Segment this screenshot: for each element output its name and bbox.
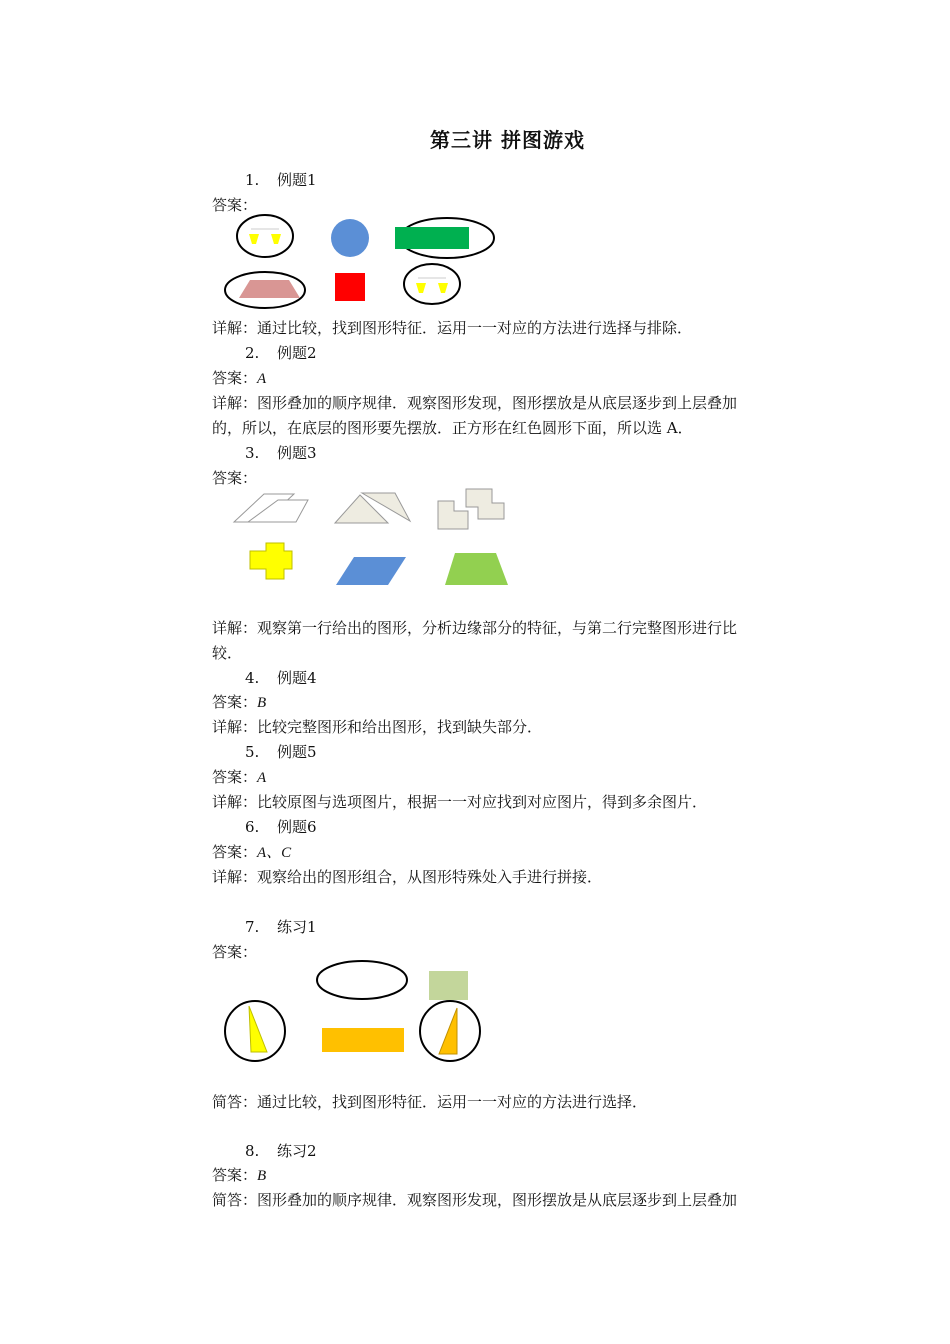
figure-example-1 (215, 210, 495, 310)
answer-line: 答案： (212, 196, 258, 214)
detail-line: 详解：比较原图与选项图片，根据一一对应找到对应图片，得到多余图片． (212, 793, 708, 811)
figure-practice-1 (220, 958, 490, 1068)
answer-line: 答案：B (212, 693, 267, 711)
detail-line-continued: 的，所以，在底层的图形要先摆放．正方形在红色圆形下面，所以选 A． (212, 419, 693, 437)
detail-line: 详解：比较完整图形和给出图形，找到缺失部分． (212, 718, 543, 736)
answer-line: 答案： (212, 943, 258, 961)
answer-line: 答案：A、C (212, 843, 292, 861)
brief-answer-line: 简答：图形叠加的顺序规律．观察图形发现，图形摆放是从底层逐步到上层叠加 (212, 1191, 738, 1209)
page-title: 第三讲 拼图游戏 (430, 128, 585, 152)
figure-example-3 (230, 485, 520, 595)
item-heading: 3. 例题3 (245, 444, 317, 462)
answer-line: 答案：A (212, 768, 267, 786)
answer-line: 答案： (212, 469, 258, 487)
answer-line: 答案：B (212, 1166, 267, 1184)
detail-line-continued: 较． (212, 644, 243, 662)
answer-line: 答案：A (212, 369, 267, 387)
item-heading: 1. 例题1 (245, 171, 317, 189)
item-heading: 4. 例题4 (245, 669, 317, 687)
detail-line: 详解：图形叠加的顺序规律．观察图形发现，图形摆放是从底层逐步到上层叠加 (212, 394, 738, 412)
item-heading: 8. 练习2 (245, 1142, 317, 1160)
brief-answer-line: 简答：通过比较，找到图形特征．运用一一对应的方法进行选择． (212, 1093, 648, 1111)
detail-line: 详解：观察第一行给出的图形，分析边缘部分的特征，与第二行完整图形进行比 (212, 619, 738, 637)
item-heading: 5. 例题5 (245, 743, 317, 761)
detail-line: 详解：通过比较，找到图形特征．运用一一对应的方法进行选择与排除． (212, 319, 693, 337)
detail-line: 详解：观察给出的图形组合，从图形特殊处入手进行拼接． (212, 868, 603, 886)
item-heading: 6. 例题6 (245, 818, 317, 836)
item-heading: 7. 练习1 (245, 918, 317, 936)
item-heading: 2. 例题2 (245, 344, 317, 362)
